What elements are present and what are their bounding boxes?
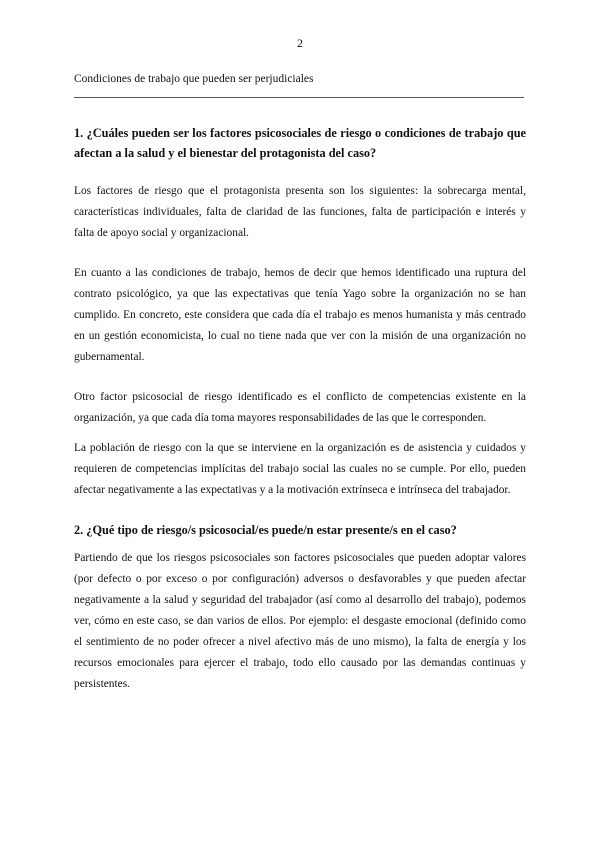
question-1-heading: 1. ¿Cuáles pueden ser los factores psicosociales de riesgo o condiciones de trabajo que afectan a la salud y el bienestar del protagonista del caso? — [74, 126, 526, 160]
document-body — [74, 123, 526, 714]
paragraph-risk-factors: Los factores de riesgo que el protagonista presenta son los siguientes: la sobrecarga mental, características individuales, falta de claridad de las funciones, falta de participación e interés y falta de apoyo social y organizacional. — [74, 185, 526, 239]
paragraph-competence-conflict: Otro factor psicosocial de riesgo identificado es el conflicto de competencias existente en la organización, ya que cada día toma mayores responsabilidades de las que le corresponden. — [74, 391, 526, 424]
running-header: Condiciones de trabajo que pueden ser perjudiciales — [74, 73, 314, 85]
paragraph-psychosocial-risks: Partiendo de que los riesgos psicosociales son factores psicosociales que pueden adoptar valores (por defecto o por exceso o por configuración) adversos o desfavorables y que pueden afectar negativamente a la salud y seguridad del trabajador (así como al desarrollo del trabajo), podemos ver, cómo en este caso, se dan varios de ellos. Por ejemplo: el desgaste emocional (definido como el sentimiento de no poder ofrecer a nivel afectivo más de uno mismo), la falta de energía y los recursos emocionales para ejercer el trabajo, todo ello causado por las demandas continuas y persistentes. — [74, 552, 526, 690]
page-number: 2 — [297, 36, 303, 50]
question-2-heading: 2. ¿Qué tipo de riesgo/s psicosocial/es puede/n estar presente/s en el caso? — [74, 523, 457, 537]
paragraph-risk-population: La población de riesgo con la que se interviene en la organización es de asistencia y cuidados y requieren de competencias implícitas del trabajo social las cuales no se cumple. Por ello, pueden afectar negativamente a las expectativas y a la motivación extrínseca e intrínseca del trabajador. — [74, 442, 526, 496]
paragraph-work-conditions: En cuanto a las condiciones de trabajo, hemos de decir que hemos identificado una ruptura del contrato psicológico, ya que las expectativas que tenía Yago sobre la organización no se han cumplido. En concreto, este considera que cada día el trabajo es menos humanista y más centrado en un gestión economicista, lo cual no tiene nada que ver con la misión de una organización no gubernamental. — [74, 267, 526, 363]
header-divider — [74, 97, 524, 98]
